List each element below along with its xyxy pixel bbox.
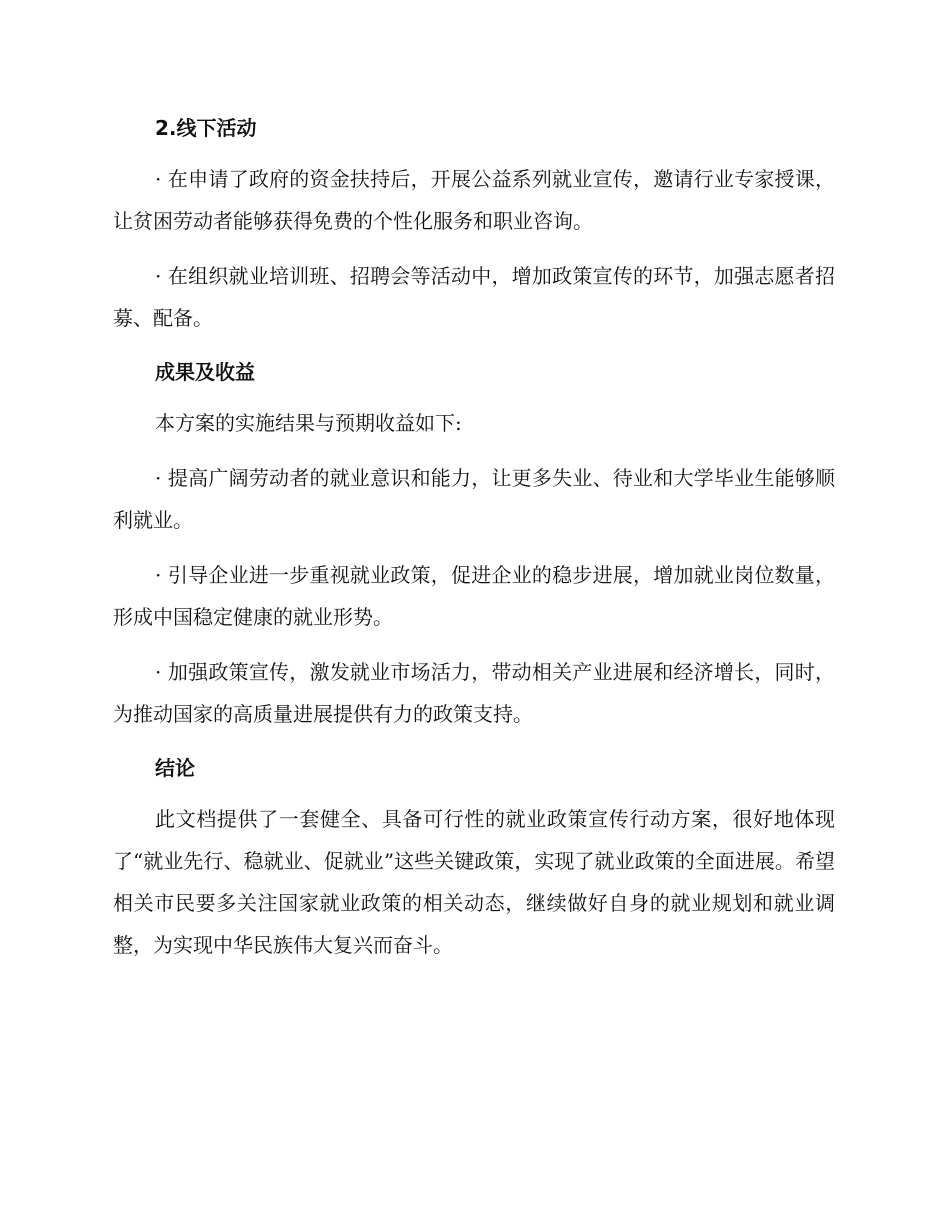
section-results-benefits (113, 352, 835, 735)
section-heading: 结论 (155, 756, 195, 780)
paragraph: · 引导企业进一步重视就业政策，促进企业的稳步进展，增加就业岗位数量，形成中国稳定健康的就业形势。 (113, 563, 835, 629)
paragraph: 此文档提供了一套健全、具备可行性的就业政策宣传行动方案，很好地体现了“就业先行、稳就业、促就业”这些关键政策，实现了就业政策的全面进展。希望相关市民要多关注国家就业政策的相关动态，继续做好自身的就业规划和就业调整，为实现中华民族伟大复兴而奋斗。 (113, 807, 835, 957)
paragraph: · 在组织就业培训班、招聘会等活动中，增加政策宣传的环节，加强志愿者招募、配备。 (113, 264, 835, 330)
section-heading: 2.线下活动 (155, 116, 257, 140)
section-heading: 成果及收益 (155, 360, 255, 384)
paragraph: 本方案的实施结果与预期收益如下: (155, 411, 462, 435)
paragraph: · 提高广阔劳动者的就业意识和能力，让更多失业、待业和大学毕业生能够顺利就业。 (113, 466, 835, 532)
document-body (113, 108, 835, 979)
paragraph: · 在申请了政府的资金扶持后，开展公益系列就业宣传，邀请行业专家授课，让贫困劳动者能够获得免费的个性化服务和职业咨询。 (113, 167, 835, 233)
paragraph: · 加强政策宣传，激发就业市场活力，带动相关产业进展和经济增长，同时，为推动国家的高质量进展提供有力的政策支持。 (113, 660, 835, 726)
section-offline-activities (113, 108, 835, 339)
section-conclusion (113, 748, 835, 966)
